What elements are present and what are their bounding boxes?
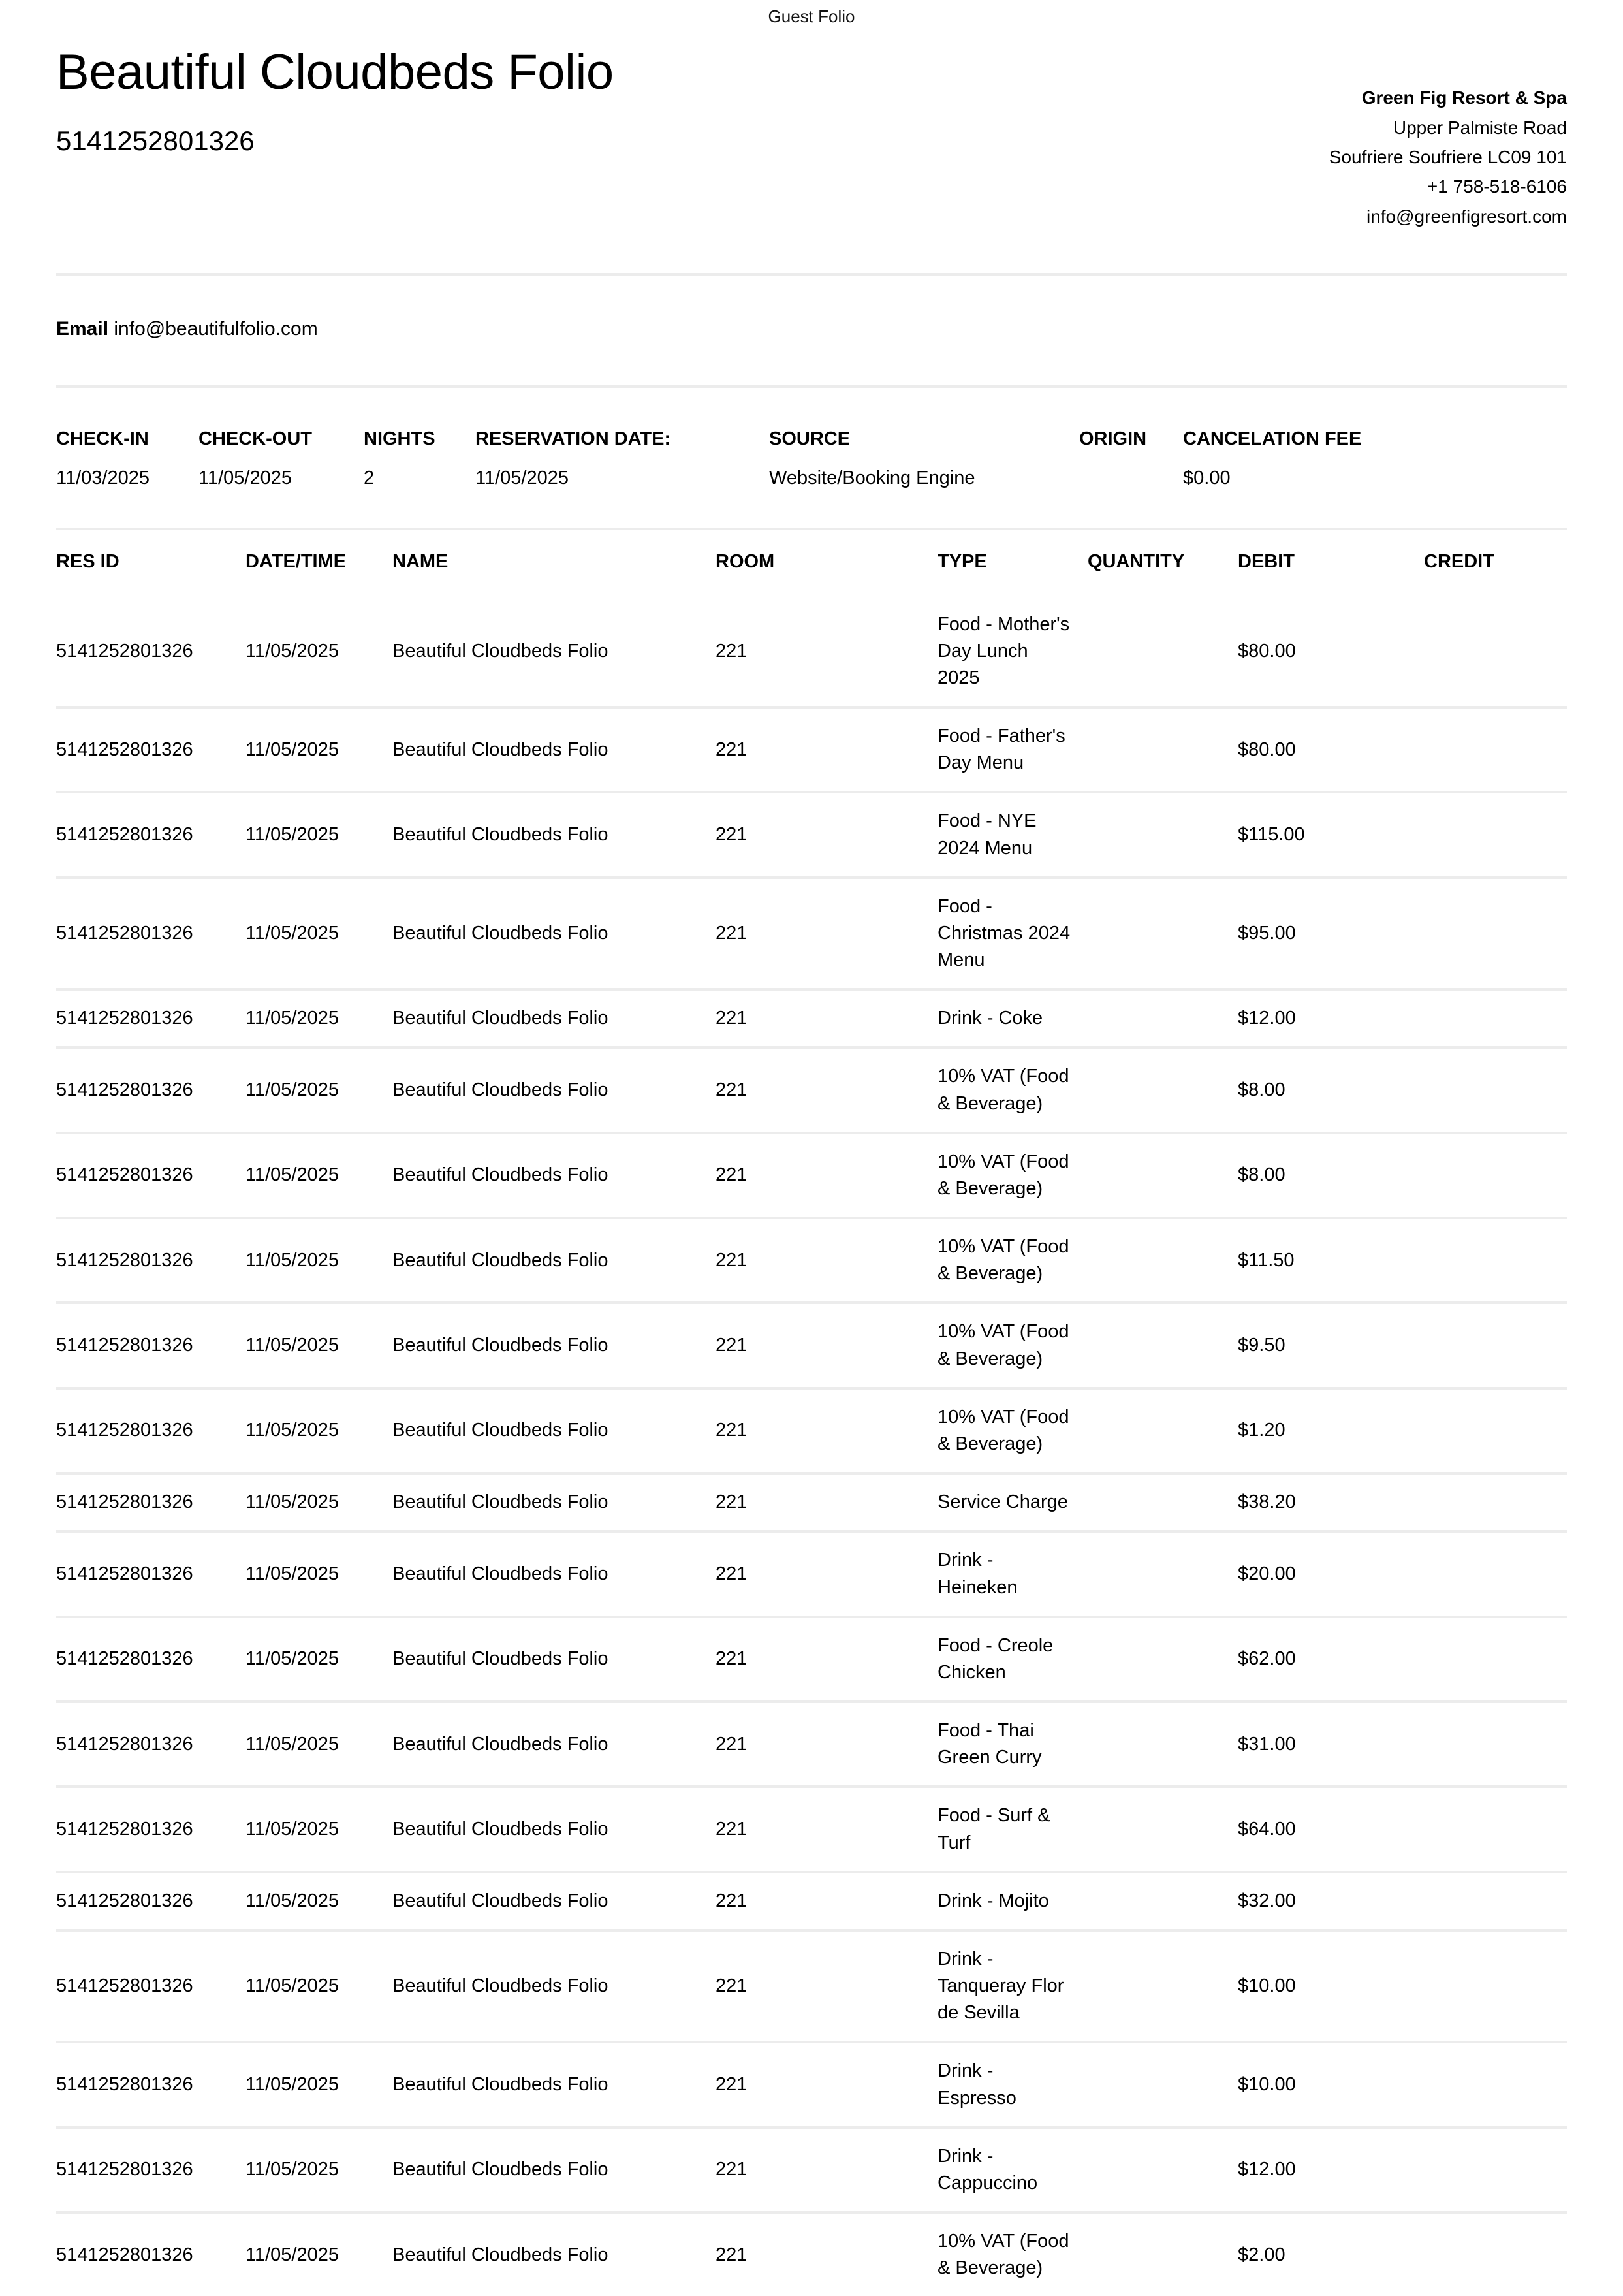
cell-quantity — [1088, 597, 1238, 708]
property-name: Green Fig Resort & Spa — [1361, 88, 1567, 108]
cell-type: Food - Christmas 2024 Menu — [938, 878, 1088, 990]
cell-res-id: 5141252801326 — [56, 1531, 245, 1616]
cell-credit — [1424, 1047, 1567, 1132]
cell-credit — [1424, 878, 1567, 990]
table-row — [56, 1617, 1567, 1702]
cell-quantity — [1088, 1303, 1238, 1388]
cell-type: 10% VAT (Food & Beverage) — [938, 2212, 1088, 2296]
cell-credit — [1424, 2212, 1567, 2296]
value-source: Website/Booking Engine — [769, 468, 975, 489]
cell-date-time: 11/05/2025 — [245, 1787, 392, 1872]
table-row — [56, 2042, 1567, 2127]
cell-room: 221 — [716, 2128, 938, 2212]
cell-res-id: 5141252801326 — [56, 878, 245, 990]
cell-res-id: 5141252801326 — [56, 1787, 245, 1872]
cell-date-time: 11/05/2025 — [245, 1303, 392, 1388]
cell-res-id: 5141252801326 — [56, 2128, 245, 2212]
reservation-summary-values — [56, 466, 1567, 491]
cell-quantity — [1088, 792, 1238, 877]
cell-quantity — [1088, 1388, 1238, 1473]
cell-res-id: 5141252801326 — [56, 2212, 245, 2296]
cell-credit — [1424, 1702, 1567, 1787]
cell-name: Beautiful Cloudbeds Folio — [392, 1133, 716, 1218]
cell-room: 221 — [716, 2212, 938, 2296]
cell-type: Drink - Heineken — [938, 1531, 1088, 1616]
cell-credit — [1424, 2042, 1567, 2127]
charges-table-head — [56, 530, 1567, 597]
cell-quantity — [1088, 1531, 1238, 1616]
cell-debit: $8.00 — [1238, 1133, 1424, 1218]
cell-res-id: 5141252801326 — [56, 1133, 245, 1218]
column-header-type: TYPE — [938, 550, 987, 572]
cell-type: Food - Father's Day Menu — [938, 707, 1088, 792]
cell-date-time: 11/05/2025 — [245, 640, 339, 662]
cell-debit: $80.00 — [1238, 707, 1424, 792]
cell-credit — [1424, 2128, 1567, 2212]
cell-credit — [1424, 1617, 1567, 1702]
cell-credit — [1424, 1787, 1567, 1872]
cell-date-time: 11/05/2025 — [245, 1531, 392, 1616]
label-source: SOURCE — [769, 428, 851, 450]
cell-type: 10% VAT (Food & Beverage) — [938, 1303, 1088, 1388]
cell-credit — [1424, 1872, 1567, 1930]
cell-credit — [1424, 1388, 1567, 1473]
cell-quantity — [1088, 1473, 1238, 1531]
property-address-line-2: Soufriere Soufriere LC09 101 — [1329, 146, 1567, 167]
cell-room: 221 — [716, 1617, 938, 1702]
cell-debit: $8.00 — [1238, 1047, 1424, 1132]
cell-name: Beautiful Cloudbeds Folio — [392, 878, 716, 990]
cell-quantity — [1088, 1133, 1238, 1218]
property-email: info@greenfigresort.com — [1366, 206, 1567, 227]
charges-table — [56, 530, 1567, 2296]
cell-debit: $31.00 — [1238, 1702, 1424, 1787]
cell-res-id: 5141252801326 — [56, 1702, 245, 1787]
label-nights: NIGHTS — [364, 428, 435, 450]
property-address-block — [1329, 44, 1567, 231]
cell-res-id: 5141252801326 — [56, 1218, 245, 1303]
cell-room: 221 — [716, 792, 938, 877]
value-reservation-date: 11/05/2025 — [475, 468, 569, 489]
running-header: Guest Folio — [768, 7, 855, 26]
cell-debit: $20.00 — [1238, 1531, 1424, 1616]
cell-name: Beautiful Cloudbeds Folio — [392, 2042, 716, 2127]
cell-room: 221 — [716, 707, 938, 792]
cell-res-id: 5141252801326 — [56, 1303, 245, 1388]
cell-quantity — [1088, 2042, 1238, 2127]
cell-type: Food - Thai Green Curry — [938, 1702, 1088, 1787]
cell-credit — [1424, 989, 1567, 1047]
table-row — [56, 1872, 1567, 1930]
cell-date-time: 11/05/2025 — [245, 2212, 392, 2296]
cell-type: Drink - Coke — [938, 989, 1088, 1047]
value-check-out: 11/05/2025 — [198, 468, 292, 489]
property-phone: +1 758-518-6106 — [1426, 176, 1567, 197]
table-row — [56, 2212, 1567, 2296]
cell-room: 221 — [716, 1787, 938, 1872]
table-row — [56, 1388, 1567, 1473]
table-row — [56, 989, 1567, 1047]
cell-name: Beautiful Cloudbeds Folio — [392, 1218, 716, 1303]
cell-debit: $11.50 — [1238, 1218, 1424, 1303]
document-content — [56, 27, 1567, 2296]
cell-type: Drink - Mojito — [938, 1872, 1088, 1930]
property-address-line-1: Upper Palmiste Road — [1393, 117, 1567, 138]
column-header-date-time: DATE/TIME — [245, 550, 347, 572]
cell-credit — [1424, 1133, 1567, 1218]
cell-quantity — [1088, 989, 1238, 1047]
cell-type: Food - Creole Chicken — [938, 1617, 1088, 1702]
cell-room: 221 — [716, 640, 748, 662]
table-row — [56, 1133, 1567, 1218]
table-row — [56, 597, 1567, 708]
cell-name: Beautiful Cloudbeds Folio — [392, 1930, 716, 2043]
cell-type: Service Charge — [938, 1473, 1088, 1531]
cell-quantity — [1088, 1047, 1238, 1132]
cell-name: Beautiful Cloudbeds Folio — [392, 792, 716, 877]
cell-room: 221 — [716, 1388, 938, 1473]
label-origin: ORIGIN — [1079, 428, 1147, 450]
cell-type: 10% VAT (Food & Beverage) — [938, 1388, 1088, 1473]
cell-quantity — [1088, 878, 1238, 990]
table-row — [56, 1531, 1567, 1616]
column-header-room: ROOM — [716, 550, 775, 572]
cell-date-time: 11/05/2025 — [245, 1702, 392, 1787]
cell-room: 221 — [716, 1930, 938, 2043]
table-row — [56, 1930, 1567, 2043]
cell-room: 221 — [716, 1218, 938, 1303]
cell-name: Beautiful Cloudbeds Folio — [392, 1787, 716, 1872]
cell-res-id: 5141252801326 — [56, 1473, 245, 1531]
cell-credit — [1424, 792, 1567, 877]
cell-type: 10% VAT (Food & Beverage) — [938, 1218, 1088, 1303]
folio-number: 5141252801326 — [56, 125, 255, 156]
cell-res-id: 5141252801326 — [56, 1047, 245, 1132]
guest-email-label: Email — [56, 317, 109, 340]
cell-quantity — [1088, 707, 1238, 792]
cell-debit: $80.00 — [1238, 640, 1296, 662]
cell-debit: $1.20 — [1238, 1388, 1424, 1473]
masthead-guest-block — [56, 44, 614, 157]
cell-quantity — [1088, 1617, 1238, 1702]
cell-debit: $10.00 — [1238, 1930, 1424, 2043]
cell-date-time: 11/05/2025 — [245, 989, 392, 1047]
cell-debit: $2.00 — [1238, 2212, 1424, 2296]
cell-name: Beautiful Cloudbeds Folio — [392, 1702, 716, 1787]
cell-name: Beautiful Cloudbeds Folio — [392, 707, 716, 792]
cell-credit — [1424, 597, 1567, 708]
cell-debit: $12.00 — [1238, 989, 1424, 1047]
cell-room: 221 — [716, 1872, 938, 1930]
cell-type: Drink - Espresso — [938, 2042, 1088, 2127]
cell-date-time: 11/05/2025 — [245, 1218, 392, 1303]
cell-date-time: 11/05/2025 — [245, 1617, 392, 1702]
cell-room: 221 — [716, 1133, 938, 1218]
cell-credit — [1424, 1930, 1567, 2043]
cell-name: Beautiful Cloudbeds Folio — [392, 989, 716, 1047]
cell-room: 221 — [716, 1473, 938, 1531]
cell-date-time: 11/05/2025 — [245, 878, 392, 990]
cell-name: Beautiful Cloudbeds Folio — [392, 1617, 716, 1702]
masthead — [56, 27, 1567, 231]
cell-date-time: 11/05/2025 — [245, 1872, 392, 1930]
value-check-in: 11/03/2025 — [56, 468, 150, 489]
cell-date-time: 11/05/2025 — [245, 1133, 392, 1218]
cell-type: Drink - Tanqueray Flor de Sevilla — [938, 1930, 1088, 2043]
cell-credit — [1424, 1473, 1567, 1531]
cell-date-time: 11/05/2025 — [245, 2128, 392, 2212]
cell-res-id: 5141252801326 — [56, 2042, 245, 2127]
label-check-in: CHECK-IN — [56, 428, 149, 450]
cell-name: Beautiful Cloudbeds Folio — [392, 1047, 716, 1132]
cell-room: 221 — [716, 1047, 938, 1132]
cell-date-time: 11/05/2025 — [245, 1388, 392, 1473]
cell-res-id: 5141252801326 — [56, 640, 193, 662]
cell-res-id: 5141252801326 — [56, 989, 245, 1047]
cell-debit: $95.00 — [1238, 878, 1424, 990]
value-nights: 2 — [364, 468, 375, 489]
cell-type: Food - NYE 2024 Menu — [938, 792, 1088, 877]
table-row — [56, 878, 1567, 990]
cell-name: Beautiful Cloudbeds Folio — [392, 640, 608, 662]
cell-name: Beautiful Cloudbeds Folio — [392, 2128, 716, 2212]
cell-room: 221 — [716, 1531, 938, 1616]
column-header-name: NAME — [392, 550, 449, 572]
label-check-out: CHECK-OUT — [198, 428, 312, 450]
column-header-res-id: RES ID — [56, 550, 119, 572]
cell-res-id: 5141252801326 — [56, 1872, 245, 1930]
cell-quantity — [1088, 1787, 1238, 1872]
cell-date-time: 11/05/2025 — [245, 1930, 392, 2043]
cell-debit: $62.00 — [1238, 1617, 1424, 1702]
page-title: Beautiful Cloudbeds Folio — [56, 44, 614, 101]
cell-date-time: 11/05/2025 — [245, 792, 392, 877]
cell-room: 221 — [716, 878, 938, 990]
table-row — [56, 1218, 1567, 1303]
column-header-quantity: QUANTITY — [1088, 550, 1185, 572]
guest-email-value: info@beautifulfolio.com — [114, 317, 318, 340]
table-row — [56, 707, 1567, 792]
cell-date-time: 11/05/2025 — [245, 2042, 392, 2127]
cell-quantity — [1088, 2212, 1238, 2296]
cell-debit: $10.00 — [1238, 2042, 1424, 2127]
cell-name: Beautiful Cloudbeds Folio — [392, 1872, 716, 1930]
table-row — [56, 1473, 1567, 1531]
cell-quantity — [1088, 1702, 1238, 1787]
table-row — [56, 1787, 1567, 1872]
cell-type: Food - Surf & Turf — [938, 1787, 1088, 1872]
cell-type: 10% VAT (Food & Beverage) — [938, 1047, 1088, 1132]
cell-res-id: 5141252801326 — [56, 1617, 245, 1702]
cell-quantity — [1088, 1218, 1238, 1303]
charges-table-body — [56, 597, 1567, 2296]
cell-credit — [1424, 1303, 1567, 1388]
cell-date-time: 11/05/2025 — [245, 1473, 392, 1531]
cell-name: Beautiful Cloudbeds Folio — [392, 1303, 716, 1388]
cell-type: Drink - Cappuccino — [938, 2128, 1088, 2212]
cell-res-id: 5141252801326 — [56, 792, 245, 877]
table-row — [56, 1303, 1567, 1388]
cell-quantity — [1088, 1930, 1238, 2043]
cell-name: Beautiful Cloudbeds Folio — [392, 1388, 716, 1473]
cell-room: 221 — [716, 989, 938, 1047]
cell-room: 221 — [716, 1702, 938, 1787]
cell-name: Beautiful Cloudbeds Folio — [392, 1473, 716, 1531]
cell-name: Beautiful Cloudbeds Folio — [392, 1531, 716, 1616]
cell-debit: $115.00 — [1238, 792, 1424, 877]
cell-res-id: 5141252801326 — [56, 707, 245, 792]
cell-credit — [1424, 707, 1567, 792]
cell-res-id: 5141252801326 — [56, 1388, 245, 1473]
cell-credit — [1424, 1531, 1567, 1616]
cell-date-time: 11/05/2025 — [245, 1047, 392, 1132]
column-header-credit: CREDIT — [1424, 550, 1494, 572]
cell-debit: $12.00 — [1238, 2128, 1424, 2212]
cell-name: Beautiful Cloudbeds Folio — [392, 2212, 716, 2296]
cell-quantity — [1088, 1872, 1238, 1930]
reservation-summary-headings — [56, 427, 1567, 452]
cell-res-id: 5141252801326 — [56, 1930, 245, 2043]
label-cancelation-fee: CANCELATION FEE — [1183, 428, 1362, 450]
table-row — [56, 1047, 1567, 1132]
value-cancelation-fee: $0.00 — [1183, 468, 1231, 489]
cell-debit: $9.50 — [1238, 1303, 1424, 1388]
guest-email-block — [56, 276, 1567, 343]
cell-quantity — [1088, 2128, 1238, 2212]
table-row — [56, 1702, 1567, 1787]
table-row — [56, 2128, 1567, 2212]
cell-room: 221 — [716, 2042, 938, 2127]
cell-credit — [1424, 1218, 1567, 1303]
charges-table-header-row — [56, 530, 1567, 597]
cell-debit: $64.00 — [1238, 1787, 1424, 1872]
cell-room: 221 — [716, 1303, 938, 1388]
label-reservation-date: RESERVATION DATE: — [475, 428, 671, 450]
cell-type: 10% VAT (Food & Beverage) — [938, 1133, 1088, 1218]
table-row — [56, 792, 1567, 877]
reservation-summary — [56, 388, 1567, 527]
cell-date-time: 11/05/2025 — [245, 707, 392, 792]
cell-debit: $38.20 — [1238, 1473, 1424, 1531]
column-header-debit: DEBIT — [1238, 550, 1295, 572]
cell-type: Food - Mother's Day Lunch 2025 — [938, 613, 1070, 688]
cell-debit: $32.00 — [1238, 1872, 1424, 1930]
